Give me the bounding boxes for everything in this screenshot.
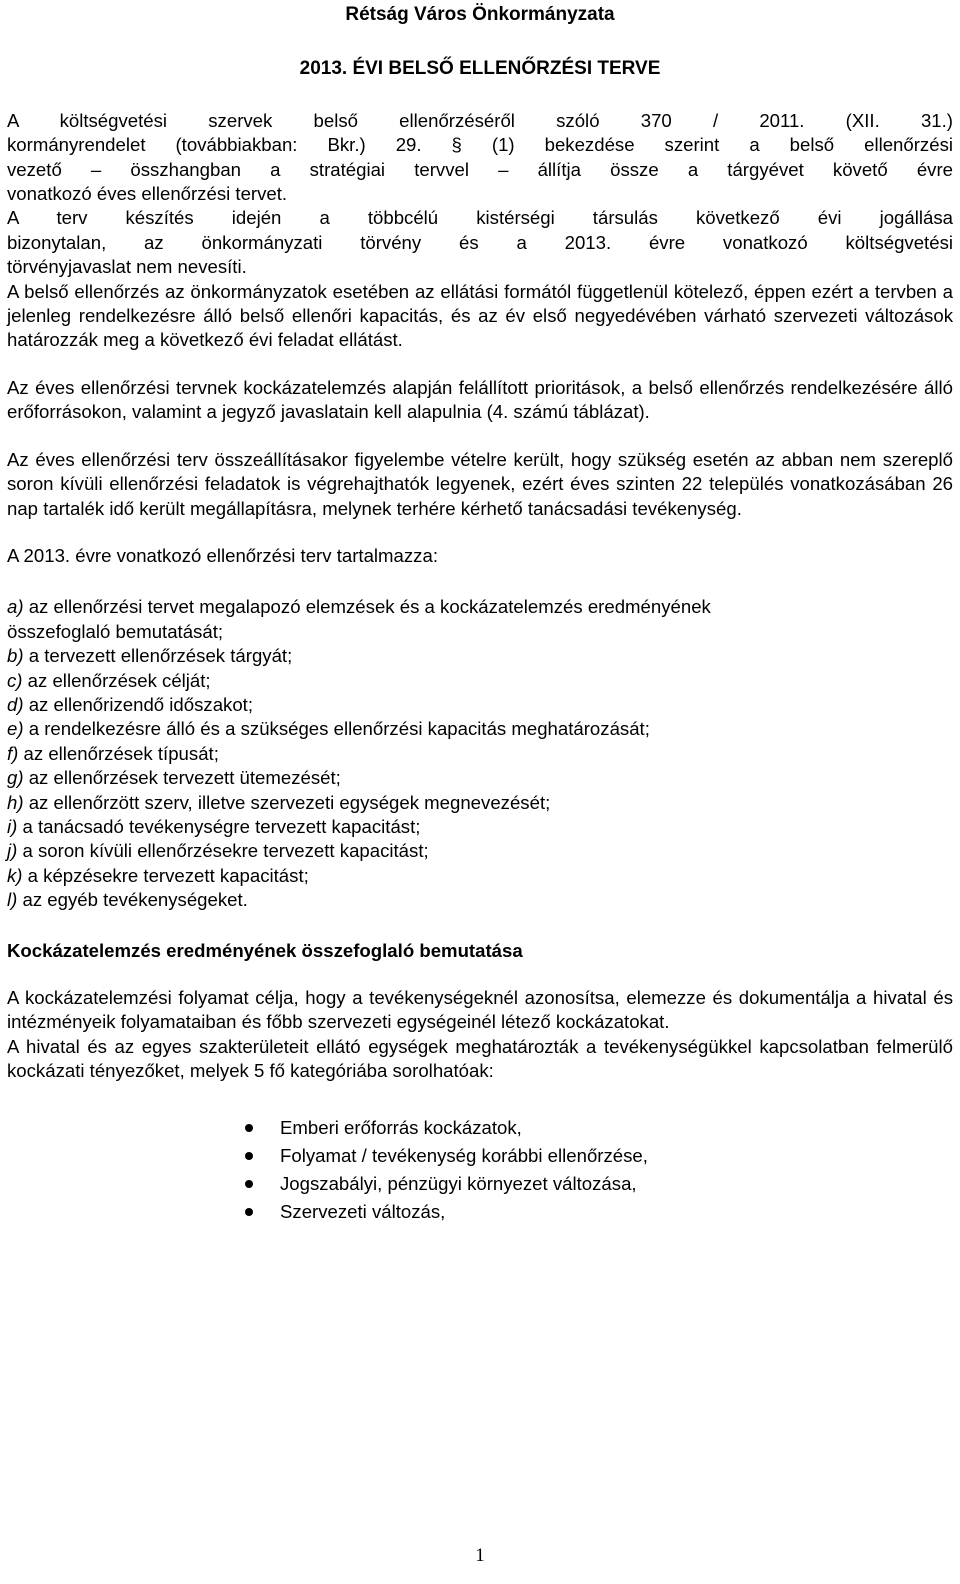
text-line: A költségvetési szervek belső ellenőrzéséről szóló 370 / 2011. (XII. 31.)	[7, 109, 953, 131]
bullet-icon	[245, 1124, 253, 1132]
bullet-icon	[245, 1152, 253, 1160]
list-item	[7, 1198, 953, 1226]
contents-item-letter: h)	[7, 791, 24, 813]
contents-item	[7, 693, 953, 717]
contents-item-letter: i)	[7, 815, 18, 837]
contents-item	[7, 888, 953, 912]
bullet-icon	[245, 1180, 253, 1188]
contents-item-text: az ellenőrzések célját;	[22, 669, 211, 691]
intro-paragraph-6: A 2013. évre vonatkozó ellenőrzési terv tartalmazza:	[7, 544, 438, 566]
intro-paragraph-1	[7, 109, 953, 207]
intro-paragraph-2	[7, 206, 953, 279]
contents-item-text: az ellenőrzések típusát;	[18, 742, 219, 764]
document-title: Rétság Város Önkormányzata	[345, 4, 615, 25]
section-paragraph-2: A hivatal és az egyes szakterületeit ellátó egységek meghatározták a tevékenységükkel kapcsolatban felmerülő kockázati tényezőket, melyek 5 fő kategóriába sorolhatóak:	[7, 1035, 953, 1082]
contents-item-text: az ellenőrzések tervezett ütemezését;	[23, 767, 341, 789]
contents-item-letter: f)	[7, 742, 19, 764]
contents-item-letter: k)	[7, 864, 23, 886]
contents-item-letter: d)	[7, 693, 24, 715]
contents-item-text: összefoglaló bemutatását;	[7, 620, 224, 642]
risk-category-list	[7, 1114, 953, 1226]
contents-item-text: a rendelkezésre álló és a szükséges ellenőrzési kapacitás meghatározását;	[23, 718, 650, 740]
contents-item	[7, 742, 953, 766]
section-heading: Kockázatelemzés eredményének összefoglaló bemutatása	[7, 939, 523, 961]
contents-item-text: az ellenőrzött szerv, illetve szervezeti egységek megnevezését;	[23, 791, 551, 813]
contents-item	[7, 791, 953, 815]
contents-item-letter: g)	[7, 767, 24, 789]
contents-item-text: az ellenőrzési tervet megalapozó elemzések és a kockázatelemzés eredményének	[23, 596, 711, 618]
contents-item	[7, 595, 953, 619]
list-item-text: Jogszabályi, pénzügyi környezet változása,	[280, 1172, 637, 1194]
text-line: kormányrendelet (továbbiakban: Bkr.) 29. § (1) bekezdése szerint a belső ellenőrzési	[7, 134, 953, 156]
contents-item-letter: c)	[7, 669, 23, 691]
bullet-icon	[245, 1208, 253, 1216]
list-item	[7, 1142, 953, 1170]
text-line: bizonytalan, az önkormányzati törvény és a 2013. évre vonatkozó költségvetési	[7, 231, 953, 253]
contents-item-letter: e)	[7, 718, 24, 740]
intro-paragraph-5: Az éves ellenőrzési terv összeállításakor figyelembe vételre került, hogy szükség esetén az abban nem szereplő soron kívüli ellenőrzési feladatok is végrehajthatók legyenek, ezért éves szinten 22 település vonatkozásában 26 nap tartalék idő került megállapításra, melynek terhére kérhető tanácsadási tevékenység.	[7, 448, 953, 519]
list-item-text: Folyamat / tevékenység korábbi ellenőrzése,	[280, 1144, 648, 1166]
contents-item-text: az egyéb tevékenységeket.	[17, 889, 248, 911]
contents-item-text: a tanácsadó tevékenységre tervezett kapacitást;	[17, 815, 421, 837]
text-line: vonatkozó éves ellenőrzési tervet.	[7, 183, 288, 205]
contents-item	[7, 717, 953, 741]
document-page	[7, 0, 953, 1226]
contents-item	[7, 766, 953, 790]
page-number: 1	[475, 1545, 485, 1566]
list-item	[7, 1170, 953, 1198]
contents-item	[7, 644, 953, 668]
list-item-text: Emberi erőforrás kockázatok,	[280, 1116, 522, 1138]
contents-item-letter: b)	[7, 645, 24, 667]
contents-item-letter: a)	[7, 596, 24, 618]
document-subtitle: 2013. ÉVI BELSŐ ELLENŐRZÉSI TERVE	[299, 58, 661, 80]
contents-item-letter: j)	[7, 840, 18, 862]
contents-item	[7, 620, 953, 644]
intro-paragraph-4: Az éves ellenőrzési tervnek kockázatelemzés alapján felállított prioritások, a belső ellenőrzés rendelkezésére álló erőforrásokon, valamint a jegyző javaslatain kell alapulnia (4. számú táblázat).	[7, 376, 953, 423]
contents-item-text: a tervezett ellenőrzések tárgyát;	[23, 645, 293, 667]
list-item-text: Szervezeti változás,	[280, 1200, 446, 1222]
contents-item-letter: l)	[7, 889, 18, 911]
contents-item	[7, 815, 953, 839]
contents-list	[7, 595, 953, 912]
intro-paragraph-3: A belső ellenőrzés az önkormányzatok esetében az ellátási formától függetlenül kötelező, éppen ezért a tervben a jelenleg rendelkezésre álló belső ellenőri kapacitás, és az év első negyedévében várható szervezeti változások határozzák meg a következő évi feladat ellátást.	[7, 280, 953, 351]
contents-item	[7, 864, 953, 888]
contents-item-text: a képzésekre tervezett kapacitást;	[22, 864, 309, 886]
contents-item-text: a soron kívüli ellenőrzésekre tervezett kapacitást;	[17, 840, 429, 862]
text-line: A terv készítés idején a többcélú kistérségi társulás következő évi jogállása	[7, 207, 953, 229]
contents-item	[7, 669, 953, 693]
contents-item	[7, 839, 953, 863]
contents-item-text: az ellenőrizendő időszakot;	[23, 693, 254, 715]
list-item	[7, 1114, 953, 1142]
text-line: törvényjavaslat nem nevesíti.	[7, 256, 247, 278]
section-paragraph-1: A kockázatelemzési folyamat célja, hogy a tevékenységeknél azonosítsa, elemezze és dokumentálja a hivatal és intézményeik folyamataiban és főbb szervezeti egységeinél létező kockázatokat.	[7, 987, 953, 1033]
text-line: vezető – összhangban a stratégiai tervvel – állítja össze a tárgyévet követő évre	[7, 158, 953, 180]
